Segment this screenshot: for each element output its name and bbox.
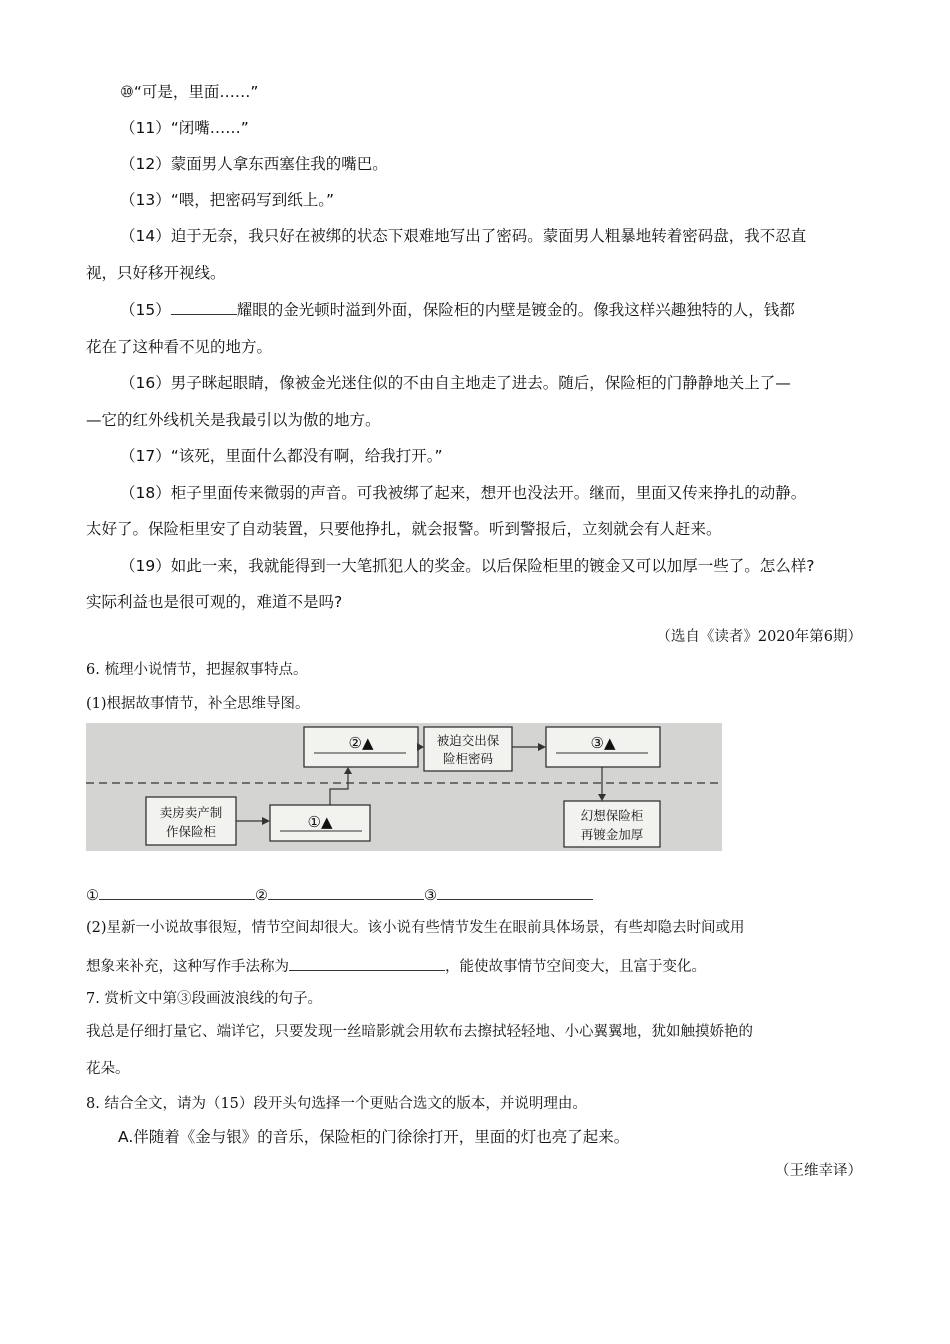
question-8-option-a: A.伴随着《金与银》的音乐，保险柜的门徐徐打开，里面的灯也亮了起来。 — [118, 1128, 630, 1146]
story-paragraph-14-line1: （14）迫于无奈，我只好在被绑的状态下艰难地写出了密码。蒙面男人粗暴地转着密码盘，我不忍直 — [120, 227, 807, 245]
translator-credit: （王维幸译） — [775, 1163, 862, 1179]
story-paragraph-19-line2: 实际利益也是很可观的，难道不是吗? — [86, 593, 343, 611]
blank-1-label: ① — [86, 888, 99, 904]
paragraph-text: 耀眼的金光顿时溢到外面，保险柜的内壁是镀金的。像我这样兴趣独特的人，钱都 — [236, 301, 795, 319]
story-paragraph-12: （12）蒙面男人拿东西塞住我的嘴巴。 — [120, 155, 388, 173]
box-password-label-1: 被迫交出保 — [436, 733, 500, 748]
question-6-sub2-line1: (2)星新一小说故事很短，情节空间却很大。该小说有些情节发生在眼前具体场景，有些却隐去时间或用 — [86, 920, 745, 936]
box-password-label-2: 险柜密码 — [442, 751, 494, 766]
answer-blank-technique — [289, 956, 445, 971]
plot-mind-map — [86, 723, 722, 851]
story-paragraph-10: ⑩“可是，里面……” — [120, 83, 259, 101]
story-paragraph-18-line1: （18）柜子里面传来微弱的声音。可我被绑了起来，想开也没法开。继而，里面又传来挣扎的动静。 — [120, 484, 807, 502]
question-6-title: 6. 梳理小说情节，把握叙事特点。 — [86, 662, 308, 678]
question-8-title: 8. 结合全文，请为（15）段开头句选择一个更贴合选文的版本，并说明理由。 — [86, 1096, 587, 1112]
story-paragraph-15-line1 — [120, 300, 795, 320]
answer-blank-2 — [268, 885, 424, 900]
answer-blank-3 — [437, 885, 593, 900]
story-paragraph-14-line2: 视，只好移开视线。 — [86, 264, 226, 282]
story-paragraph-19-line1: （19）如此一来，我就能得到一大笔抓犯人的奖金。以后保险柜里的镀金又可以加厚一些了。怎么样? — [120, 557, 815, 575]
blank-3-label: ③ — [424, 888, 437, 904]
box-3-label: ③▲ — [590, 734, 616, 752]
question-7-title: 7. 赏析文中第③段画波浪线的句子。 — [86, 991, 322, 1007]
story-paragraph-17: （17）“该死，里面什么都没有啊，给我打开。” — [120, 447, 443, 465]
box-2-label: ②▲ — [348, 734, 374, 752]
story-paragraph-16-line1: （16）男子眯起眼睛，像被金光迷住似的不由自主地走了进去。随后，保险柜的门静静地关上了— — [120, 374, 791, 392]
sub2-text-before: 想象来补充，这种写作手法称为 — [86, 959, 289, 975]
story-paragraph-15-line2: 花在了这种看不见的地方。 — [86, 338, 273, 356]
story-paragraph-18-line2: 太好了。保险柜里安了自动装置，只要他挣扎，就会报警。听到警报后，立刻就会有人赶来。 — [86, 520, 722, 538]
question-7-text-line2: 花朵。 — [86, 1061, 130, 1077]
box-sell-label-1: 卖房卖产制 — [159, 805, 223, 820]
story-paragraph-16-line2: —它的红外线机关是我最引以为傲的地方。 — [86, 411, 381, 429]
question-6-sub2-line2 — [86, 956, 706, 977]
answer-blank-1 — [99, 885, 255, 900]
paragraph-number: （15） — [120, 301, 171, 319]
story-paragraph-13: （13）“喂，把密码写到纸上。” — [120, 191, 335, 209]
question-6-sub1: (1)根据故事情节，补全思维导图。 — [86, 696, 310, 712]
fill-blank-15 — [171, 300, 237, 315]
box-sell-label-2: 作保险柜 — [165, 824, 217, 839]
box-fantasy-label-1: 幻想保险柜 — [580, 808, 644, 823]
box-1-label: ①▲ — [307, 813, 333, 831]
question-6-answer-blanks — [86, 885, 593, 906]
blank-2-label: ② — [255, 888, 268, 904]
story-source: （选自《读者》2020年第6期） — [656, 629, 862, 645]
question-7-text-line1: 我总是仔细打量它、端详它，只要发现一丝暗影就会用软布去擦拭轻轻地、小心翼翼地，犹如触摸娇艳的 — [86, 1024, 753, 1040]
box-fantasy-label-2: 再镀金加厚 — [580, 827, 644, 842]
story-paragraph-11: （11）“闭嘴……” — [120, 119, 249, 137]
sub2-text-after: ，能使故事情节空间变大，且富于变化。 — [445, 959, 706, 975]
